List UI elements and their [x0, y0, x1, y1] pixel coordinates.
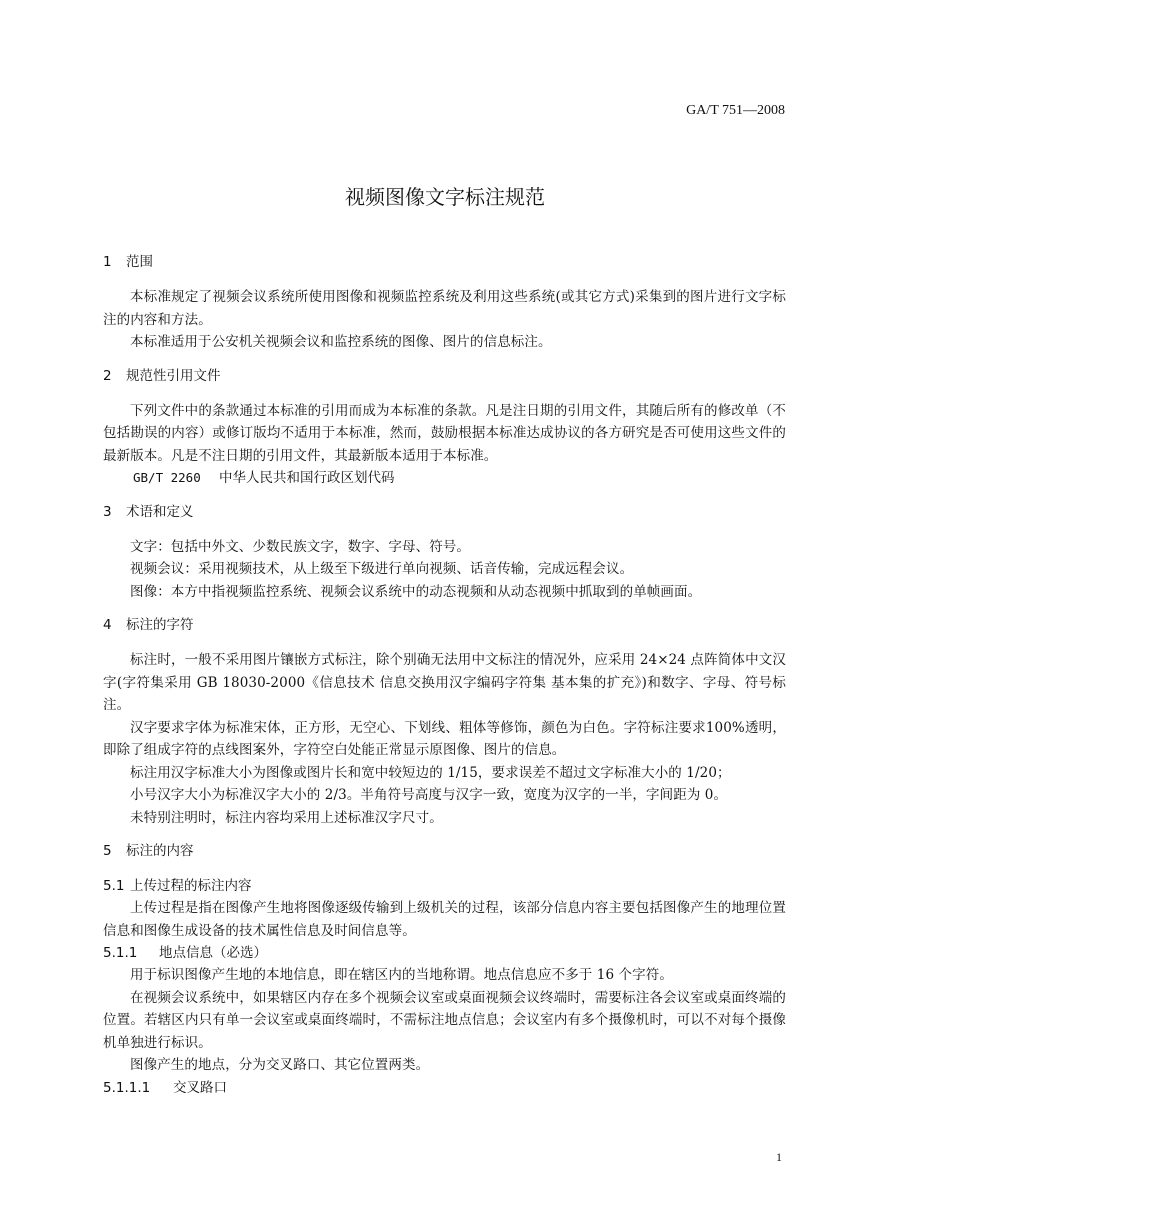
section-number: 1: [103, 254, 112, 270]
paragraph: 上传过程是指在图像产生地将图像逐级传输到上级机关的过程，该部分信息内容主要包括图像产生的地理位置信息和图像生成设备的技术属性信息及时间信息等。: [103, 900, 786, 939]
definition-text: 文字：包括中外文、少数民族文字，数字、字母、符号。: [130, 538, 470, 555]
subsection-title: 地点信息（必选）: [159, 945, 267, 961]
section-number: 5: [103, 843, 112, 859]
document-title: 视频图像文字标注规范: [345, 185, 545, 209]
subsection-5-1-1-1-heading: [103, 1077, 786, 1099]
subsection-number: 5.1.1: [103, 945, 138, 961]
document-body: [103, 252, 786, 1099]
paragraph: 下列文件中的条款通过本标准的引用而成为本标准的条款。凡是注日期的引用文件，其随后所有的修改单（不包括勘误的内容）或修订版均不适用于本标准，然而，鼓励根据本标准达成协议的各方研究是否可使用这些文件的最新版本。凡是不注日期的引用文件，其最新版本适用于本标准。: [103, 402, 786, 464]
subsection-title: 上传过程的标注内容: [130, 878, 252, 894]
paragraph: 小号汉字大小为标准汉字大小的 2/3。半角符号高度与汉字一致，宽度为汉字的一半，字间距为 0。: [130, 787, 728, 803]
reference-title: 中华人民共和国行政区划代码: [219, 470, 395, 486]
subsection-number: 5.1.1.1: [103, 1079, 151, 1096]
subsection-number: 5.1: [103, 878, 125, 894]
document-code: GA/T 751—2008: [686, 103, 785, 118]
section-2-heading: [103, 366, 786, 386]
subsection-5-1-heading: [103, 875, 786, 897]
section-number: 2: [103, 367, 112, 384]
section-1-heading: [103, 252, 786, 272]
section-number: 3: [103, 503, 112, 520]
paragraph: 汉字要求字体为标准宋体，正方形，无空心、下划线、粗体等修饰，颜色为白色。字符标注要求100%透明，即除了组成字符的点线图案外，字符空白处能正常显示原图像、图片的信息。: [103, 719, 786, 758]
normative-reference: [103, 467, 786, 490]
section-3-heading: [103, 502, 786, 522]
paragraph: 在视频会议系统中，如果辖区内存在多个视频会议室或桌面视频会议终端时，需要标注各会议室或桌面终端的位置。若辖区内只有单一会议室或桌面终端时，不需标注地点信息；会议室内有多个摄像机时，可以不对每个摄像机单独进行标识。: [103, 989, 786, 1051]
paragraph: 本标准规定了视频会议系统所使用图像和视频监控系统及利用这些系统(或其它方式)采集到的图片进行文字标注的内容和方法。: [103, 289, 786, 328]
paragraph: 图像产生的地点，分为交叉路口、其它位置两类。: [130, 1057, 430, 1073]
section-5-heading: [103, 841, 786, 861]
section-title: 术语和定义: [126, 503, 194, 520]
paragraph: 标注时，一般不采用图片镶嵌方式标注，除个别确无法用中文标注的情况外，应采用 24×24 点阵简体中文汉字(字符集采用 GB 18030-2000《信息技术 信息交换用汉字编码字符集 基本集的扩充》)和数字、字母、符号标注。: [103, 652, 786, 713]
paragraph: 未特别注明时，标注内容均采用上述标准汉字尺寸。: [130, 809, 443, 826]
subsection-title: 交叉路口: [173, 1079, 227, 1096]
section-title: 标注的内容: [126, 843, 194, 859]
section-4-heading: [103, 615, 786, 635]
section-title: 标注的字符: [126, 617, 194, 633]
section-title: 规范性引用文件: [126, 367, 221, 384]
definition-image: 图像：本方中指视频监控系统、视频会议系统中的动态视频和从动态视频中抓取到的单帧画面。: [130, 583, 702, 600]
page-number: 1: [776, 1150, 782, 1164]
paragraph: 本标准适用于公安机关视频会议和监控系统的图像、图片的信息标注。: [130, 334, 552, 350]
reference-code: GB/T 2260: [133, 470, 201, 485]
subsection-5-1-1-heading: [103, 942, 786, 964]
section-number: 4: [103, 617, 112, 633]
section-title: 范围: [126, 254, 153, 270]
paragraph: 标注用汉字标准大小为图像或图片长和宽中较短边的 1/15，要求误差不超过文字标准大小的 1/20；: [130, 764, 731, 781]
paragraph: 用于标识图像产生地的本地信息，即在辖区内的当地称谓。地点信息应不多于 16 个字符。: [130, 967, 673, 983]
definition-video-conference: 视频会议：采用视频技术，从上级至下级进行单向视频、话音传输，完成远程会议。: [130, 561, 634, 577]
